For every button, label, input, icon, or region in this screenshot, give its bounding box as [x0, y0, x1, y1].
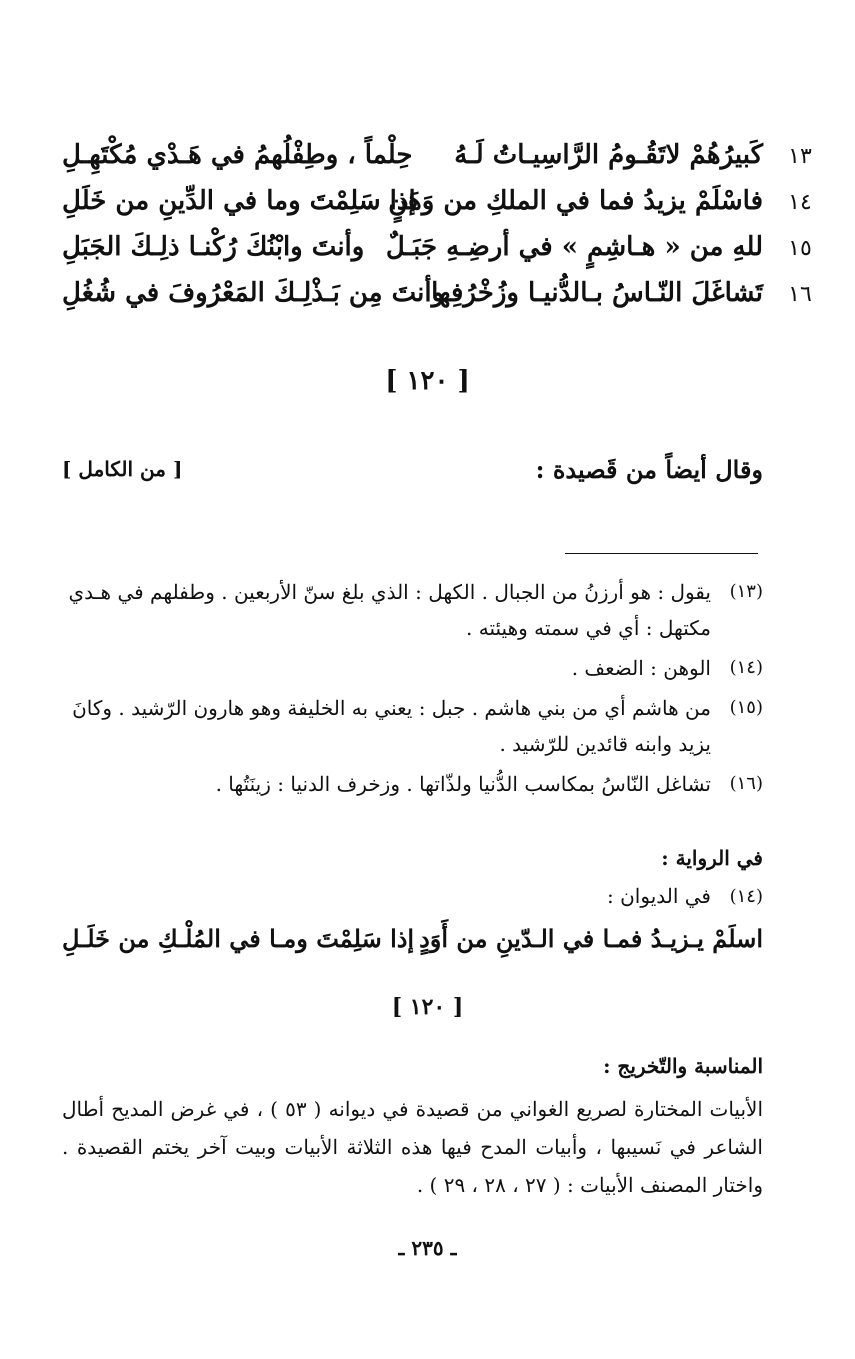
- footnote-text: من هاشم أي من بني هاشم . جبل : يعني به الخليفة وهو هارون الرّشيد . وكانَ يزيد وابنه قائدين للرّشيد .: [72, 696, 711, 756]
- variant-label: في الديوان :: [607, 884, 711, 908]
- verse-row: [62, 232, 812, 278]
- variant-number: (١٤): [729, 886, 763, 907]
- footnote-number: (١٦): [729, 773, 763, 794]
- footnote-text: يقول : هو أرزنُ من الجبال . الكهل : الذي بلغ سنّ الأربعين . وطفلهم في هـدي مكتهل : أي في سمته وهيئته .: [68, 580, 711, 640]
- verse-second-hemistich: وأنتَ وابْنُكَ رُكْنـا ذلِـكَ الجَبَلِ: [62, 232, 365, 262]
- verse-second-hemistich: حِلْماً ، وطِفْلُهمُ في هَـدْي مُكْتَهِـلِ: [62, 140, 413, 170]
- variant-verse: [62, 924, 763, 964]
- footnote-divider: [565, 553, 758, 554]
- variant-second-hemistich: إذا سَلِمْتَ ومـا في المُلْـكِ من خَلَـلِ: [62, 924, 415, 953]
- verse-row: [62, 186, 812, 232]
- verse-row: [62, 278, 812, 324]
- footnote-text: تشاغل النّاسُ بمكاسب الدُّنيا ولذّاتها . وزخرف الدنيا : زينَتُها .: [215, 772, 711, 796]
- poem-number-heading-2: [ ١٢٠ ]: [391, 994, 464, 1020]
- footnotes: [62, 574, 763, 806]
- verse-number: ١٤: [788, 190, 812, 215]
- footnote: [62, 766, 763, 802]
- intro-text: وقال أيضاً من قَصيدة :: [535, 455, 763, 484]
- footnote-number: (١٤): [729, 657, 763, 678]
- verse-first-hemistich: تَشاغَلَ النّـاسُ بـالدُّنيـا وزُخْرُفِها: [431, 278, 763, 308]
- section-heading: المناسبة والتّخريج :: [603, 1054, 763, 1078]
- variant-first-hemistich: اسلَمْ يـزيـدُ فمـا في الـدّينِ من أَوَدٍ: [419, 924, 763, 953]
- footnote: [62, 650, 763, 686]
- verse-first-hemistich: للهِ من « هـاشِمٍ » في أرضِـهِ جَبَـلٌ: [385, 232, 763, 262]
- footnote: [62, 574, 763, 646]
- verse-second-hemistich: وأنتَ مِن بَـذْلِـكَ المَعْرُوفَ في شُغُلِ: [62, 278, 445, 308]
- page-number: ـ ٢٣٥ ـ: [398, 1236, 457, 1260]
- verse-first-hemistich: كَبيرُهُمْ لاتَقُـومُ الرَّاسِيـاتُ لَـهُ: [454, 140, 763, 170]
- section-body: الأبيات المختارة لصريع الغواني من قصيدة في ديوانه ( ٥٣ ) ، في غرض المديح أطال الشاعر في نَسيبها ، وأبيات المدح فيها هذه الثلاثة الأبيات وبيت آخر يختم القصيدة . واختار المصنف الأبيات : ( ٢٧ ، ٢٨ ، ٢٩ ) .: [62, 1097, 764, 1197]
- verse-first-hemistich: فاسْلَمْ يزيدُ فما في الملكِ من وَهَنٍ: [388, 186, 763, 216]
- footnote: [62, 690, 763, 762]
- verse-number: ١٦: [788, 282, 812, 307]
- poem-number-heading: [ ١٢٠ ]: [385, 366, 470, 396]
- meter-label: [ من الكامل ]: [62, 457, 183, 481]
- verse-second-hemistich: إذا سَلِمْتَ وما في الدِّينِ من خَلَلِ: [62, 186, 416, 216]
- footnote-number: (١٣): [729, 581, 763, 602]
- footnote-number: (١٥): [729, 697, 763, 718]
- variants-heading: في الرواية :: [661, 846, 763, 870]
- verse-number: ١٥: [788, 236, 812, 261]
- footnote-text: الوهن : الضعف .: [571, 656, 711, 680]
- verse-row: [62, 140, 812, 186]
- verse-number: ١٣: [788, 144, 812, 169]
- poem-verses: [62, 140, 812, 324]
- poem-intro: [62, 455, 763, 491]
